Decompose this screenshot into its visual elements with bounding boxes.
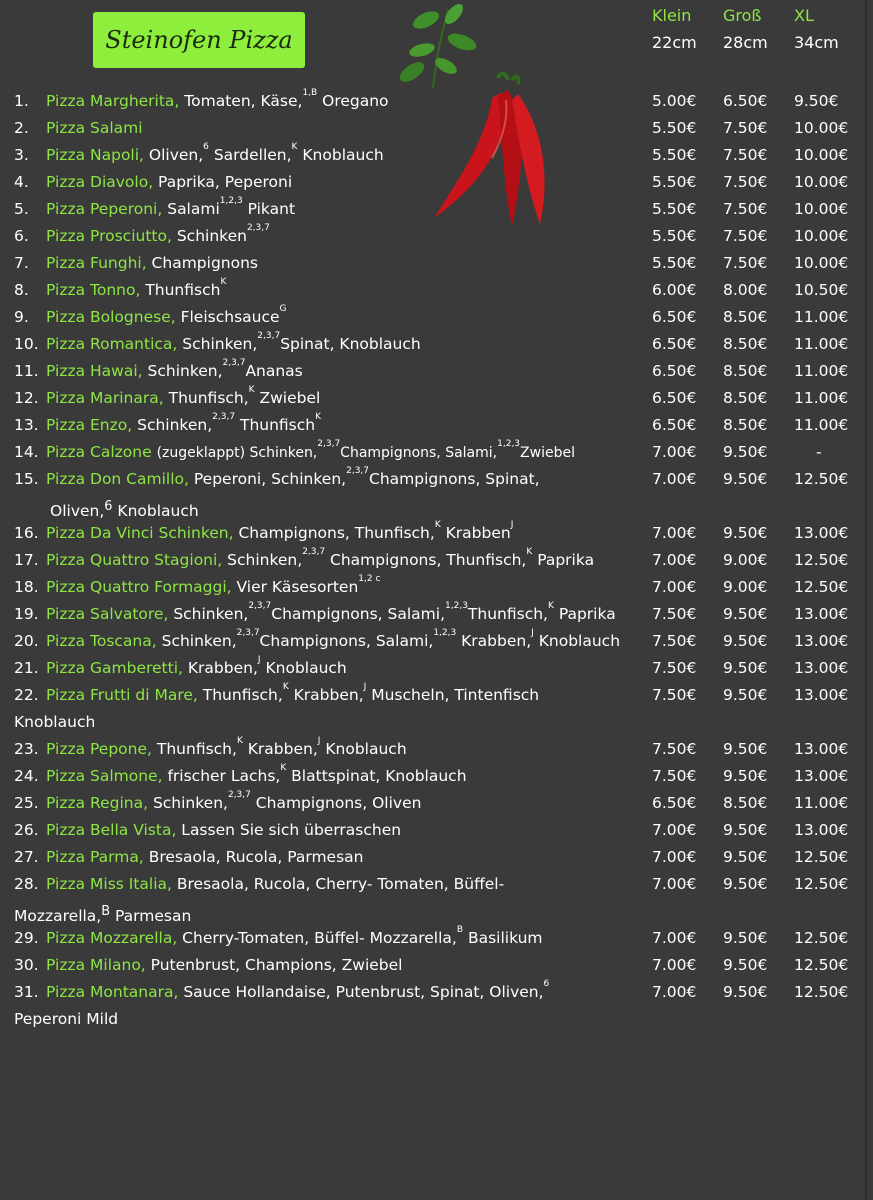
price-klein: 7.00€ — [652, 929, 697, 947]
item-number: 24. — [14, 767, 39, 785]
price-xl: 12.50€ — [794, 929, 849, 947]
price-xl: 13.00€ — [794, 605, 849, 623]
item-description — [46, 142, 646, 169]
size-gross-cm: 28cm — [723, 33, 768, 52]
price-xl: 13.00€ — [794, 767, 849, 785]
price-xl: 12.50€ — [794, 848, 849, 866]
item-name: Pizza Diavolo, — [46, 173, 154, 191]
price-xl: 13.00€ — [794, 659, 849, 677]
price-gross: 9.50€ — [723, 659, 768, 677]
item-name: Pizza Hawai, — [46, 362, 143, 380]
price-gross: 8.50€ — [723, 389, 768, 407]
price-klein: 6.50€ — [652, 416, 697, 434]
price-xl: 13.00€ — [794, 821, 849, 839]
price-xl: 12.50€ — [794, 470, 849, 488]
item-ingredients: Thunfisch,$^K$ Krabben,$^J$ Knoblauch — [151, 736, 407, 758]
item-number: 21. — [14, 659, 39, 677]
item-description — [46, 547, 646, 574]
price-xl: 11.00€ — [794, 416, 849, 434]
item-name: Pizza Da Vinci Schinken, — [46, 524, 234, 542]
price-gross: 9.00€ — [723, 578, 768, 596]
price-klein: 7.00€ — [652, 551, 697, 569]
item-name: Pizza Prosciutto, — [46, 227, 172, 245]
price-gross: 8.00€ — [723, 281, 768, 299]
item-description — [46, 466, 646, 493]
item-ingredients: Schinken,$^{2,3,7}$Champignons, Salami,$^{1,2,3}$Thunfisch,$^K$ Paprika — [168, 601, 616, 623]
item-number: 19. — [14, 605, 39, 623]
item-description-continued: Peperoni Mild — [14, 1010, 119, 1028]
item-description — [46, 736, 646, 763]
item-name: Pizza Quattro Formaggi, — [46, 578, 232, 596]
size-xl-cm: 34cm — [794, 33, 839, 52]
item-description — [46, 655, 646, 682]
item-number: 16. — [14, 524, 39, 542]
item-name: Pizza Montanara, — [46, 983, 179, 1001]
item-ingredients: Schinken,$^{2,3,7}$Champignons, Salami,$^{1,2,3}$ Krabben,$^J$ Knoblauch — [156, 628, 621, 650]
price-gross: 9.50€ — [723, 956, 768, 974]
price-gross: 9.50€ — [723, 821, 768, 839]
price-xl: 9.50€ — [794, 92, 839, 110]
price-gross: 9.50€ — [723, 767, 768, 785]
item-number: 1. — [14, 92, 29, 110]
item-description — [46, 439, 646, 467]
item-ingredients: Putenbrust, Champions, Zwiebel — [145, 956, 403, 974]
item-ingredients: Schinken,$^{2,3,7}$ Thunfisch$^K$ — [132, 412, 322, 434]
price-gross: 8.50€ — [723, 416, 768, 434]
item-number: 5. — [14, 200, 29, 218]
price-gross: 7.50€ — [723, 227, 768, 245]
price-xl: 12.50€ — [794, 551, 849, 569]
item-description — [46, 871, 646, 898]
item-ingredients: Schinken$^{2,3,7}$ — [171, 223, 270, 245]
item-description — [46, 628, 646, 655]
price-klein: 6.50€ — [652, 362, 697, 380]
price-gross: 7.50€ — [723, 254, 768, 272]
price-gross: 9.50€ — [723, 470, 768, 488]
item-number: 10. — [14, 335, 39, 353]
price-klein: 5.50€ — [652, 227, 697, 245]
price-gross: 7.50€ — [723, 146, 768, 164]
item-description — [46, 88, 646, 115]
price-klein: 5.50€ — [652, 119, 697, 137]
price-xl: 11.00€ — [794, 362, 849, 380]
item-number: 3. — [14, 146, 29, 164]
price-gross: 8.50€ — [723, 362, 768, 380]
item-ingredients: frischer Lachs,$^K$ Blattspinat, Knoblauch — [162, 763, 467, 785]
price-gross: 9.50€ — [723, 605, 768, 623]
item-description — [46, 844, 646, 871]
item-number: 28. — [14, 875, 39, 893]
price-klein: 5.50€ — [652, 254, 697, 272]
price-klein: 7.50€ — [652, 605, 697, 623]
item-description — [46, 682, 646, 709]
price-xl: - — [816, 443, 822, 461]
price-gross: 9.50€ — [723, 875, 768, 893]
price-xl: 11.00€ — [794, 794, 849, 812]
edge-rule — [865, 0, 867, 1200]
price-klein: 6.00€ — [652, 281, 697, 299]
item-ingredients: Tomaten, Käse,$^{1,B}$ Oregano — [179, 88, 389, 110]
item-number: 20. — [14, 632, 39, 650]
item-description — [46, 358, 646, 385]
item-number: 7. — [14, 254, 29, 272]
item-name: Pizza Napoli, — [46, 146, 144, 164]
item-name: Pizza Milano, — [46, 956, 146, 974]
item-number: 30. — [14, 956, 39, 974]
item-description — [46, 277, 646, 304]
menu-title: Steinofen Pizza — [105, 26, 293, 54]
price-xl: 13.00€ — [794, 632, 849, 650]
price-klein: 6.50€ — [652, 308, 697, 326]
item-number: 22. — [14, 686, 39, 704]
price-klein: 5.50€ — [652, 146, 697, 164]
size-gross-label: Groß — [723, 6, 762, 25]
item-name: Pizza Calzone — [46, 443, 152, 461]
item-name: Pizza Regina, — [46, 794, 149, 812]
price-gross: 9.50€ — [723, 524, 768, 542]
item-description — [46, 385, 646, 412]
price-gross: 7.50€ — [723, 173, 768, 191]
item-ingredients: Vier Käsesorten$^{1,2 c}$ — [231, 574, 381, 596]
item-ingredients: Schinken,$^{2,3,7}$Ananas — [142, 358, 303, 380]
item-description — [46, 979, 646, 1006]
item-number: 18. — [14, 578, 39, 596]
item-description — [46, 817, 646, 844]
item-number: 29. — [14, 929, 39, 947]
item-name: Pizza Frutti di Mare, — [46, 686, 198, 704]
price-xl: 10.00€ — [794, 119, 849, 137]
price-klein: 5.00€ — [652, 92, 697, 110]
item-name: Pizza Parma, — [46, 848, 144, 866]
item-description — [46, 925, 646, 952]
item-ingredients: Sauce Hollandaise, Putenbrust, Spinat, Oliven,$^6$ — [178, 979, 550, 1001]
price-klein: 7.00€ — [652, 578, 697, 596]
item-number: 8. — [14, 281, 29, 299]
price-gross: 9.50€ — [723, 983, 768, 1001]
price-xl: 11.00€ — [794, 335, 849, 353]
item-ingredients: Salami$^{1,2,3}$ Pikant — [162, 196, 296, 218]
item-number: 11. — [14, 362, 39, 380]
item-name: Pizza Mozzarella, — [46, 929, 178, 947]
price-klein: 7.50€ — [652, 740, 697, 758]
price-gross: 9.50€ — [723, 632, 768, 650]
item-ingredients: Bresaola, Rucola, Parmesan — [143, 848, 364, 866]
item-name: Pizza Bolognese, — [46, 308, 176, 326]
price-gross: 9.50€ — [723, 686, 768, 704]
price-xl: 13.00€ — [794, 740, 849, 758]
item-name: Pizza Toscana, — [46, 632, 157, 650]
item-ingredients: Bresaola, Rucola, Cherry- Tomaten, Büffel- — [171, 875, 505, 893]
item-number: 27. — [14, 848, 39, 866]
price-klein: 6.50€ — [652, 335, 697, 353]
price-xl: 12.50€ — [794, 578, 849, 596]
price-xl: 12.50€ — [794, 983, 849, 1001]
item-name: Pizza Margherita, — [46, 92, 180, 110]
item-ingredients: Thunfisch,$^K$ Zwiebel — [163, 385, 321, 407]
price-xl: 13.00€ — [794, 686, 849, 704]
item-number: 6. — [14, 227, 29, 245]
item-number: 9. — [14, 308, 29, 326]
item-ingredients: Oliven,$^6$ Sardellen,$^K$ Knoblauch — [143, 142, 384, 164]
item-ingredients: Schinken,$^{2,3,7}$ Champignons, Thunfisch,$^K$ Paprika — [222, 547, 595, 569]
item-description — [46, 250, 646, 277]
item-number: 15. — [14, 470, 39, 488]
price-gross: 9.50€ — [723, 929, 768, 947]
item-description-continued: Knoblauch — [14, 713, 96, 731]
price-gross: 8.50€ — [723, 308, 768, 326]
item-name: Pizza Don Camillo, — [46, 470, 189, 488]
price-gross: 9.50€ — [723, 848, 768, 866]
item-number: 31. — [14, 983, 39, 1001]
item-number: 4. — [14, 173, 29, 191]
item-ingredients: Schinken,$^{2,3,7}$Spinat, Knoblauch — [177, 331, 421, 353]
price-xl: 12.50€ — [794, 875, 849, 893]
price-klein: 7.00€ — [652, 470, 697, 488]
item-name: Pizza Quattro Stagioni, — [46, 551, 223, 569]
size-xl-label: XL — [794, 6, 814, 25]
item-ingredients: Krabben,$^J$ Knoblauch — [182, 655, 347, 677]
price-gross: 6.50€ — [723, 92, 768, 110]
item-name: Pizza Salvatore, — [46, 605, 169, 623]
item-description — [46, 952, 646, 979]
price-klein: 7.00€ — [652, 848, 697, 866]
price-xl: 12.50€ — [794, 956, 849, 974]
size-klein-cm: 22cm — [652, 33, 697, 52]
item-ingredients: Peperoni, Schinken,$^{2,3,7}$Champignons, Spinat, — [188, 466, 540, 488]
item-ingredients: Champignons — [146, 254, 258, 272]
item-number: 25. — [14, 794, 39, 812]
item-description — [46, 520, 646, 547]
price-xl: 10.50€ — [794, 281, 849, 299]
price-xl: 13.00€ — [794, 524, 849, 542]
item-ingredients: Thunfisch$^K$ — [140, 277, 227, 299]
item-name: Pizza Tonno, — [46, 281, 141, 299]
item-description — [46, 196, 646, 223]
item-number: 14. — [14, 443, 39, 461]
item-description-continued: Oliven,$^6$ Knoblauch — [50, 499, 199, 521]
item-description — [46, 223, 646, 250]
item-description — [46, 169, 646, 196]
price-gross: 9.50€ — [723, 740, 768, 758]
item-description — [46, 304, 646, 331]
item-name: Pizza Funghi, — [46, 254, 147, 272]
item-ingredients: Schinken,$^{2,3,7}$ Champignons, Oliven — [148, 790, 422, 812]
price-klein: 7.00€ — [652, 875, 697, 893]
item-name: Pizza Gamberetti, — [46, 659, 183, 677]
item-ingredients: Thunfisch,$^K$ Krabben,$^J$ Muscheln, Tintenfisch — [197, 682, 540, 704]
item-number: 13. — [14, 416, 39, 434]
price-gross: 8.50€ — [723, 335, 768, 353]
item-ingredients: Champignons, Thunfisch,$^K$ Krabben$^J$ — [233, 520, 514, 542]
price-klein: 7.50€ — [652, 686, 697, 704]
menu-title-box — [93, 12, 305, 68]
item-description — [46, 412, 646, 439]
item-description — [46, 601, 646, 628]
size-klein-label: Klein — [652, 6, 692, 25]
price-klein: 7.50€ — [652, 632, 697, 650]
item-ingredients: Lassen Sie sich überraschen — [176, 821, 402, 839]
item-description — [46, 763, 646, 790]
item-number: 17. — [14, 551, 39, 569]
price-klein: 7.50€ — [652, 659, 697, 677]
item-number: 23. — [14, 740, 39, 758]
item-name: Pizza Miss Italia, — [46, 875, 172, 893]
item-ingredients: Fleischsauce$^G$ — [175, 304, 287, 326]
price-klein: 5.50€ — [652, 200, 697, 218]
item-description — [46, 115, 646, 142]
price-xl: 11.00€ — [794, 389, 849, 407]
price-gross: 7.50€ — [723, 119, 768, 137]
price-klein: 7.00€ — [652, 956, 697, 974]
price-klein: 7.00€ — [652, 821, 697, 839]
item-name: Pizza Salami — [46, 119, 143, 137]
item-number: 12. — [14, 389, 39, 407]
item-description — [46, 574, 646, 601]
price-klein: 7.00€ — [652, 443, 697, 461]
price-gross: 9.00€ — [723, 551, 768, 569]
item-ingredients: Paprika, Peperoni — [153, 173, 293, 191]
price-xl: 10.00€ — [794, 227, 849, 245]
item-name: Pizza Pepone, — [46, 740, 152, 758]
price-klein: 7.00€ — [652, 983, 697, 1001]
price-xl: 11.00€ — [794, 308, 849, 326]
price-klein: 6.50€ — [652, 794, 697, 812]
item-name: Pizza Salmone, — [46, 767, 163, 785]
price-xl: 10.00€ — [794, 173, 849, 191]
item-name: Pizza Enzo, — [46, 416, 133, 434]
price-gross: 9.50€ — [723, 443, 768, 461]
item-name: Pizza Peperoni, — [46, 200, 163, 218]
item-description — [46, 331, 646, 358]
price-xl: 10.00€ — [794, 254, 849, 272]
item-number: 2. — [14, 119, 29, 137]
item-description — [46, 790, 646, 817]
price-klein: 7.50€ — [652, 767, 697, 785]
item-name: Pizza Bella Vista, — [46, 821, 177, 839]
price-gross: 7.50€ — [723, 200, 768, 218]
price-xl: 10.00€ — [794, 200, 849, 218]
item-ingredients: Cherry-Tomaten, Büffel- Mozzarella,$^B$ Basilikum — [177, 925, 543, 947]
item-ingredients: (zugeklappt) Schinken,$^{2,3,7}$Champignons, Salami,$^{1,2,3}$Zwiebel — [156, 439, 575, 461]
item-name: Pizza Romantica, — [46, 335, 178, 353]
item-name: Pizza Marinara, — [46, 389, 164, 407]
item-description-continued: Mozzarella,$^B$ Parmesan — [14, 904, 192, 926]
price-xl: 10.00€ — [794, 146, 849, 164]
price-klein: 7.00€ — [652, 524, 697, 542]
price-klein: 6.50€ — [652, 389, 697, 407]
price-gross: 8.50€ — [723, 794, 768, 812]
item-number: 26. — [14, 821, 39, 839]
price-klein: 5.50€ — [652, 173, 697, 191]
